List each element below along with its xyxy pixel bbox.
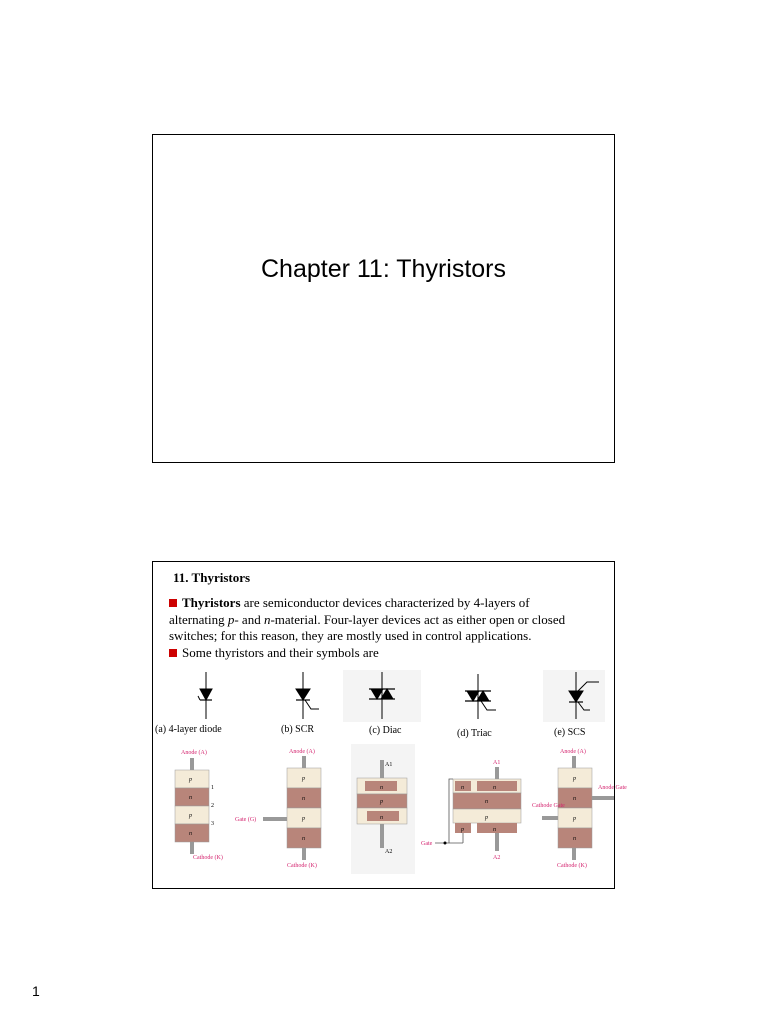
caption-diac: (c) Diac xyxy=(369,725,402,736)
italic-n: n xyxy=(263,611,271,627)
a2-label: A2 xyxy=(493,855,501,861)
junction-label: 2 xyxy=(211,803,214,809)
bullet-text: are semiconductor devices characterized by 4-layers of xyxy=(240,595,530,610)
italic-p: p xyxy=(227,611,235,627)
anode-label: Anode (A) xyxy=(181,750,207,756)
junction-label: 1 xyxy=(211,785,214,791)
caption-scr: (b) SCR xyxy=(281,724,315,735)
bullet-square-icon xyxy=(169,649,177,657)
p-layer-label: p xyxy=(380,799,383,805)
n-layer-label: n xyxy=(493,827,496,833)
bold-term: Thyristors xyxy=(182,595,241,610)
n-layer-label: n xyxy=(189,795,192,801)
bullet-item-1 xyxy=(169,595,609,645)
cathode-label: Cathode (K) xyxy=(557,863,587,869)
n-layer-label: n xyxy=(485,799,488,805)
anode-label: Anode (A) xyxy=(560,749,586,755)
bullet-text: alternating xyxy=(169,611,228,627)
p-layer-label: p xyxy=(302,776,305,782)
n-layer-label: n xyxy=(189,831,192,837)
thyristor-figure xyxy=(153,667,627,887)
bullet-item-2 xyxy=(169,645,609,662)
gate-label: Gate xyxy=(421,841,433,847)
p-layer-label: p xyxy=(573,776,576,782)
gate-label: Gate (G) xyxy=(235,817,257,823)
bullet-text: switches; for this reason, they are mostly used in control applications. xyxy=(169,628,532,643)
triac-symbol-icon xyxy=(465,674,496,719)
n-layer-label: n xyxy=(380,785,383,791)
anode-label: Anode (A) xyxy=(289,749,315,755)
p-layer-label: p xyxy=(189,813,192,819)
bullet-list xyxy=(169,595,609,661)
bullet-text: - and xyxy=(234,611,264,627)
caption-triac: (d) Triac xyxy=(457,728,492,739)
p-layer-label: p xyxy=(189,777,192,783)
structure-triac xyxy=(421,760,521,861)
n-layer-label: n xyxy=(461,785,464,791)
cathode-gate-label: Cathode Gate xyxy=(532,803,565,809)
bullet-text: Some thyristors and their symbols are xyxy=(182,644,379,660)
page-number: 1 xyxy=(32,983,40,999)
n-layer-label: n xyxy=(302,836,305,842)
slide-heading: 11. Thyristors xyxy=(173,570,251,585)
structure-scs xyxy=(532,748,627,869)
a1-label: A1 xyxy=(385,762,393,768)
n-layer-label: n xyxy=(380,815,383,821)
p-layer-label: p xyxy=(461,827,464,833)
cathode-label: Cathode (K) xyxy=(193,855,223,861)
a1-label: A1 xyxy=(493,760,501,766)
bullet-text: -material. Four-layer devices act as either open or closed xyxy=(270,611,566,627)
4-layer-diode-symbol-icon xyxy=(198,672,212,719)
caption-4-layer-diode: (a) 4-layer diode xyxy=(155,724,222,735)
n-layer-label: n xyxy=(302,796,305,802)
anode-gate-label: Anode Gate xyxy=(598,785,627,791)
bullet-square-icon xyxy=(169,599,177,607)
slide-title: Chapter 11: Thyristors xyxy=(260,255,506,283)
structure-4-layer-diode xyxy=(175,749,223,861)
cathode-label: Cathode (K) xyxy=(287,863,317,869)
junction-label: 3 xyxy=(211,821,214,827)
structure-scr xyxy=(235,748,321,869)
slide-2 xyxy=(152,561,627,889)
n-layer-label: n xyxy=(573,836,576,842)
n-layer-label: n xyxy=(573,796,576,802)
p-layer-label: p xyxy=(573,816,576,822)
p-layer-label: p xyxy=(302,816,305,822)
p-layer-label: p xyxy=(485,815,488,821)
a2-label: A2 xyxy=(385,849,393,855)
caption-scs: (e) SCS xyxy=(554,727,586,738)
n-layer-label: n xyxy=(493,785,496,791)
slide-1 xyxy=(152,134,615,463)
scr-symbol-icon xyxy=(296,672,319,719)
